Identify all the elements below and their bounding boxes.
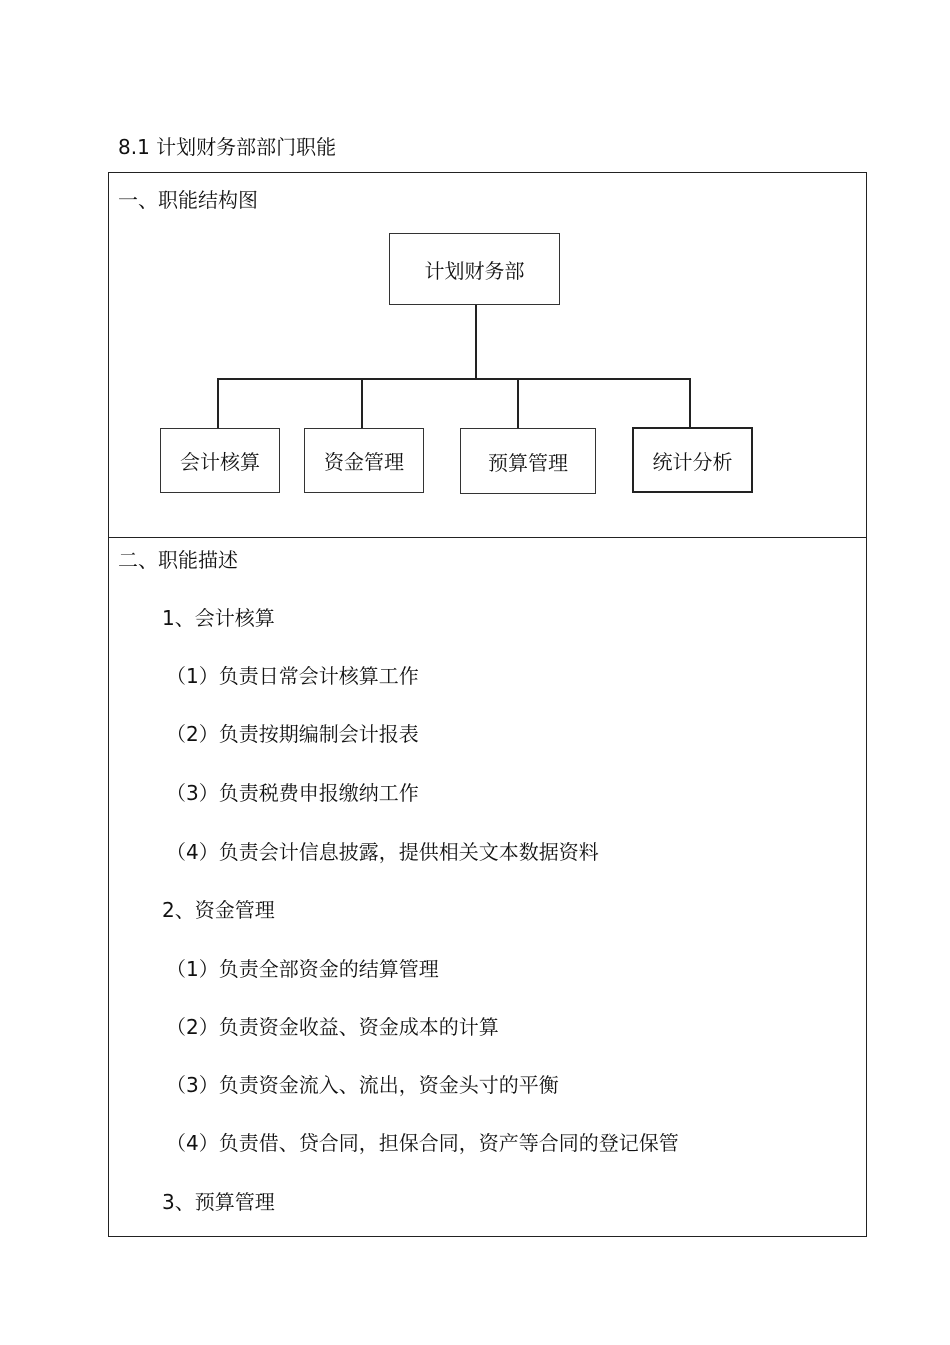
org-connector-bus: [217, 378, 690, 380]
list-item: （2）负责资金收益、资金成本的计算: [166, 1015, 499, 1039]
org-connector-child-1: [217, 378, 219, 428]
list-item: （1）负责全部资金的结算管理: [166, 957, 439, 981]
org-child-box-funds: 资金管理: [304, 428, 424, 493]
list-item: （3）负责税费申报缴纳工作: [166, 781, 419, 805]
org-connector-child-4: [689, 378, 691, 428]
document-title: 8.1 计划财务部部门职能: [118, 135, 337, 159]
list-item: （3）负责资金流入、流出，资金头寸的平衡: [166, 1073, 559, 1097]
list-item: （4）负责会计信息披露，提供相关文本数据资料: [166, 840, 599, 864]
list-item-heading: 2、资金管理: [162, 898, 275, 922]
list-item: （2）负责按期编制会计报表: [166, 722, 419, 746]
org-child-box-budget: 预算管理: [460, 428, 596, 494]
list-item: （4）负责借、贷合同，担保合同，资产等合同的登记保管: [166, 1131, 679, 1155]
section-heading-structure: 一、职能结构图: [118, 188, 258, 212]
org-child-box-accounting: 会计核算: [160, 428, 280, 493]
org-connector-child-3: [517, 378, 519, 428]
list-item: （1）负责日常会计核算工作: [166, 664, 419, 688]
org-child-box-statistics: 统计分析: [632, 427, 753, 493]
org-connector-child-2: [361, 378, 363, 428]
section-divider: [108, 537, 867, 538]
org-connector-root: [475, 305, 477, 379]
section-heading-description: 二、职能描述: [118, 548, 238, 572]
org-root-box: 计划财务部: [389, 233, 560, 305]
list-item-heading: 3、预算管理: [162, 1190, 275, 1214]
list-item-heading: 1、会计核算: [162, 606, 275, 630]
